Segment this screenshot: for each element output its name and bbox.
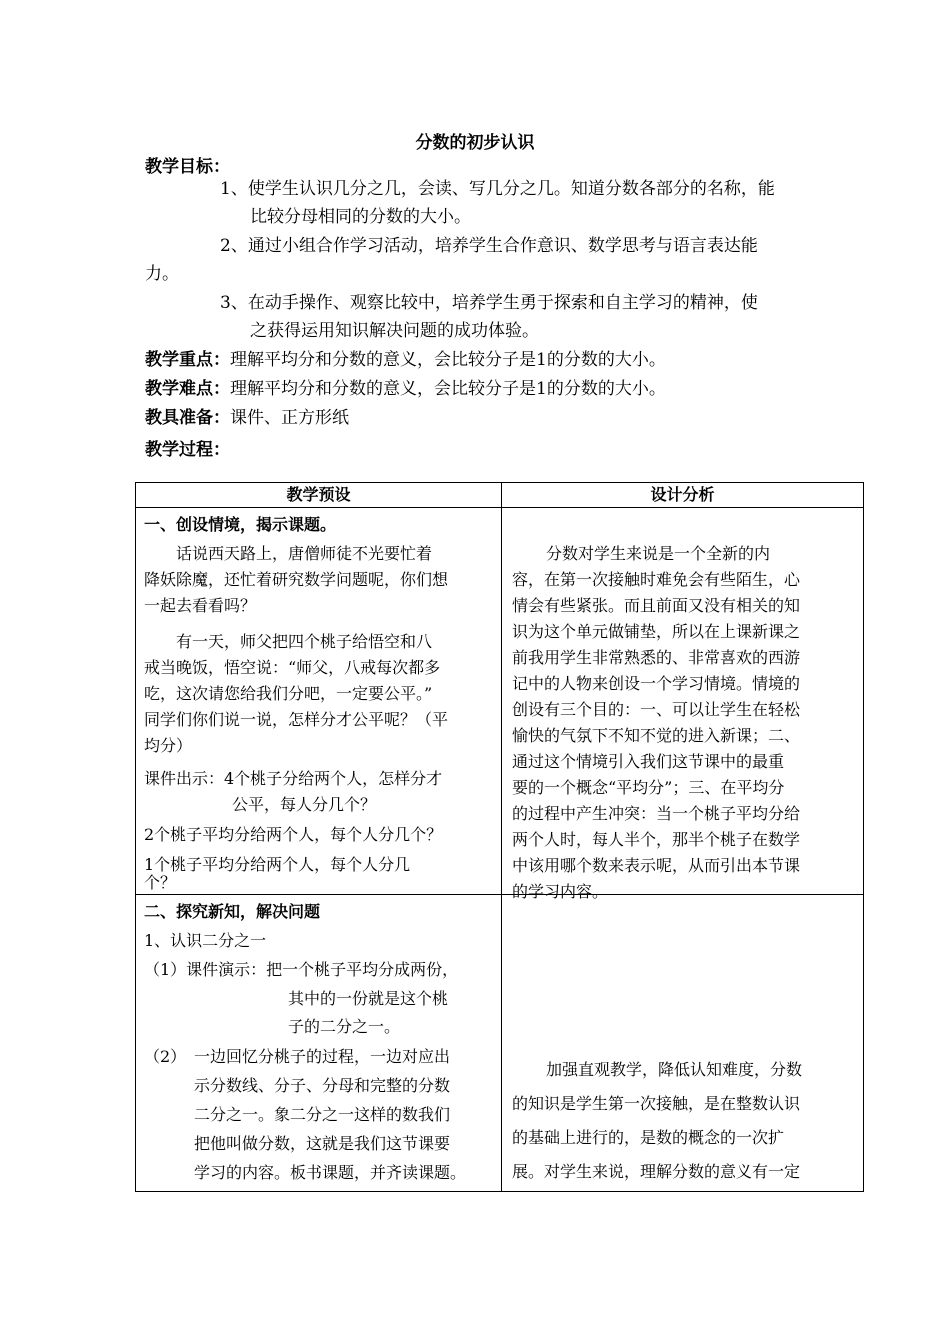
a1-line: 创设有三个目的：一、可以让学生在轻松 <box>512 700 801 719</box>
section-2-title: 二、探究新知，解决问题 <box>144 902 321 921</box>
s1-line: 一起去看看吗？ <box>144 596 257 615</box>
s1-line: 个？ <box>144 873 177 892</box>
a1-line: 的学习内容。 <box>512 882 609 901</box>
a1-line: 情会有些紧张。而且前面又没有相关的知 <box>512 596 801 615</box>
column-header-teaching: 教学预设 <box>136 483 502 508</box>
preparation-text: 课件、正方形纸 <box>230 408 349 428</box>
s1-line: 戒当晚饭，悟空说：“师父，八戒每次都多 <box>144 658 441 677</box>
column-header-analysis: 设计分析 <box>502 483 864 508</box>
s1-line: 均分） <box>144 736 193 755</box>
s2-line: 把他叫做分数，这就是我们这节课要 <box>194 1134 451 1153</box>
objective-2-line-1: 2、通过小组合作学习活动，培养学生合作意识、数学思考与语言表达能 <box>220 236 758 256</box>
difficulty <box>145 374 666 399</box>
s1-line: 课件出示：4个桃子分给两个人，怎样分才 <box>144 769 443 788</box>
table-row <box>136 895 864 1192</box>
objectives-label: 教学目标： <box>145 157 230 177</box>
s2-line: 示分数线、分子、分母和完整的分数 <box>194 1076 451 1095</box>
objective-1-line-2: 比较分母相同的分数的大小。 <box>250 207 471 227</box>
section-1-plan-cell <box>136 508 502 895</box>
s1-line: 吃，这次请您给我们分吧，一定要公平。” <box>144 684 433 703</box>
a2-line: 展。对学生来说，理解分数的意义有一定 <box>512 1162 801 1181</box>
section-2-analysis-cell <box>502 895 864 1192</box>
s2-item-number: （2） <box>144 1047 187 1066</box>
s2-line: 其中的一份就是这个桃 <box>288 989 449 1008</box>
s2-line: 二分之一。象二分之一这样的数我们 <box>194 1105 451 1124</box>
a1-line: 分数对学生来说是一个全新的内 <box>546 544 771 563</box>
a1-line: 识为这个单元做铺垫，所以在上课新课之 <box>512 622 801 641</box>
objective-2-line-2: 力。 <box>145 264 179 284</box>
section-1-analysis-cell <box>502 508 864 901</box>
s1-line: 话说西天路上，唐僧师徒不光要忙着 <box>176 544 433 563</box>
s1-line: 公平，每人分几个？ <box>232 795 377 814</box>
a2-line: 的基础上进行的，是数的概念的一次扩 <box>512 1128 785 1147</box>
s2-line: 学习的内容。板书课题，并齐读课题。 <box>194 1163 467 1182</box>
s2-line: 一边回忆分桃子的过程，一边对应出 <box>194 1047 451 1066</box>
preparation-label: 教具准备： <box>145 408 230 428</box>
a1-line: 愉快的气氛下不知不觉的进入新课；二、 <box>512 726 801 745</box>
a1-line: 的过程中产生冲突：当一个桃子平均分给 <box>512 804 801 823</box>
objective-3-line-1: 3、在动手操作、观察比较中，培养学生勇于探索和自主学习的精神，使 <box>220 293 758 313</box>
section-1-title: 一、创设情境，揭示课题。 <box>144 515 337 534</box>
objective-1-line-1: 1、使学生认识几分之几，会读、写几分之几。知道分数各部分的名称，能 <box>220 179 775 199</box>
preparation <box>145 403 349 428</box>
lesson-table <box>135 482 864 1192</box>
section-2-plan-cell <box>136 895 502 1192</box>
a1-line: 容，在第一次接触时难免会有些陌生，心 <box>512 570 801 589</box>
s1-line: 降妖除魔，还忙着研究数学问题呢，你们想 <box>144 570 449 589</box>
key-point-label: 教学重点： <box>145 350 230 370</box>
page-title: 分数的初步认识 <box>415 133 535 153</box>
s2-line: 子的二分之一。 <box>288 1017 401 1036</box>
a1-line: 中该用哪个数来表示呢，从而引出本节课 <box>512 856 801 875</box>
process-label: 教学过程： <box>145 440 230 460</box>
a1-line: 前我用学生非常熟悉的、非常喜欢的西游 <box>512 648 801 667</box>
s1-line: 同学们你们说一说，怎样分才公平呢？（平 <box>144 710 449 729</box>
s1-line: 1个桃子平均分给两个人，每个人分几 <box>144 855 411 874</box>
a1-line: 记中的人物来创设一个学习情境。情境的 <box>512 674 801 693</box>
key-point <box>145 345 666 370</box>
s1-line: 有一天，师父把四个桃子给悟空和八 <box>176 632 433 651</box>
a1-line: 两个人时，每人半个，那半个桃子在数学 <box>512 830 801 849</box>
table-header-row <box>136 483 864 508</box>
a2-line: 加强直观教学，降低认知难度，分数 <box>546 1060 803 1079</box>
s2-line: 1、认识二分之一 <box>144 931 267 950</box>
a2-line: 的知识是学生第一次接触，是在整数认识 <box>512 1094 801 1113</box>
difficulty-text: 理解平均分和分数的意义，会比较分子是1的分数的大小。 <box>230 379 666 399</box>
a1-line: 通过这个情境引入我们这节课中的最重 <box>512 752 785 771</box>
s1-line: 2个桃子平均分给两个人，每个人分几个？ <box>144 825 443 844</box>
difficulty-label: 教学难点： <box>145 379 230 399</box>
s2-line: （1）课件演示：把一个桃子平均分成两份， <box>144 960 459 979</box>
key-point-text: 理解平均分和分数的意义，会比较分子是1的分数的大小。 <box>230 350 666 370</box>
a1-line: 要的一个概念“平均分”；三、在平均分 <box>512 778 785 797</box>
table-row <box>136 508 864 895</box>
objective-3-line-2: 之获得运用知识解决问题的成功体验。 <box>250 321 539 341</box>
